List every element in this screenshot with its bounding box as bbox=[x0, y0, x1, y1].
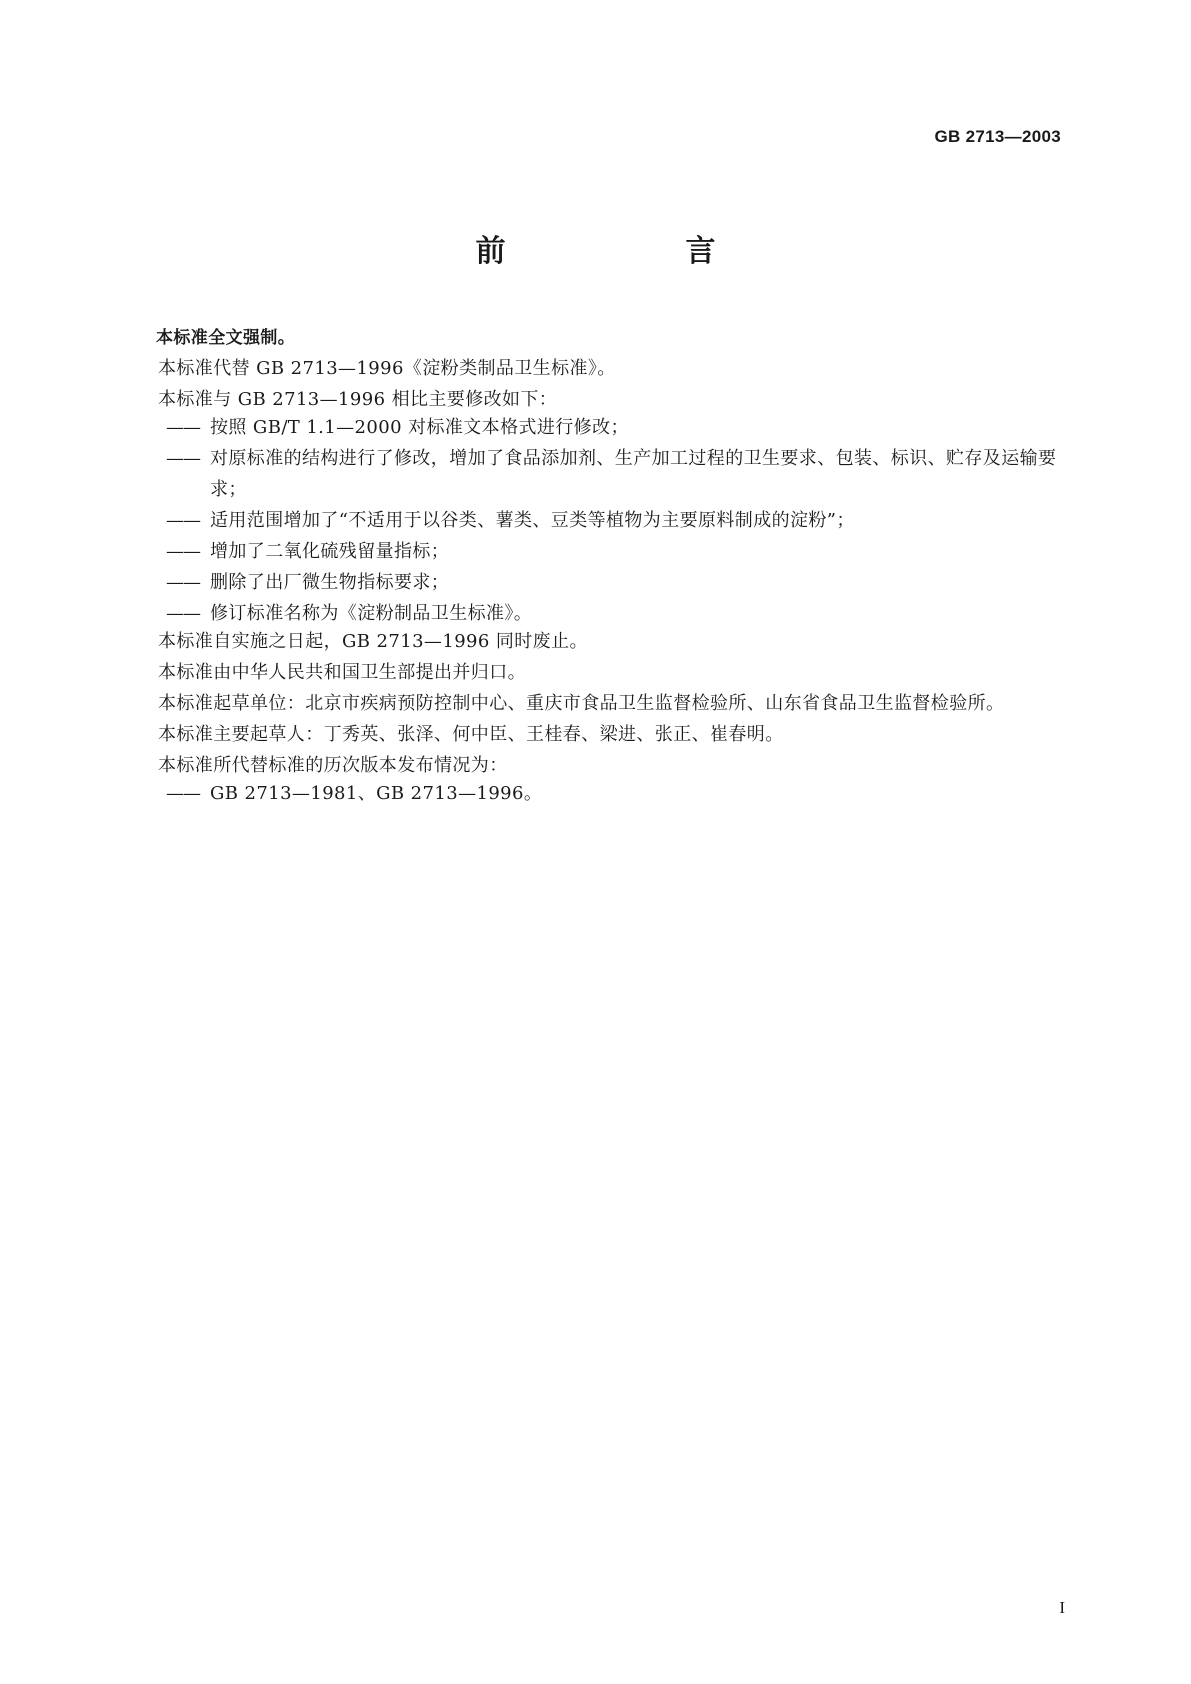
list-item bbox=[122, 567, 1064, 598]
dash-mark: —— bbox=[166, 417, 200, 438]
page-number: I bbox=[1059, 1598, 1065, 1617]
page-title: 前 言 bbox=[475, 234, 756, 269]
list-item bbox=[122, 778, 1064, 809]
dash-mark: —— bbox=[166, 603, 200, 624]
list-item bbox=[122, 412, 1064, 443]
changes-list bbox=[122, 412, 1064, 629]
paragraph-proposer: 本标准由中华人民共和国卫生部提出并归口。 bbox=[158, 662, 526, 683]
standard-code: GB 2713—2003 bbox=[934, 127, 1061, 146]
dash-mark: —— bbox=[166, 572, 200, 593]
list-item bbox=[122, 443, 1064, 505]
dash-mark: —— bbox=[166, 510, 200, 531]
list-item-text: 修订标准名称为《淀粉制品卫生标准》。 bbox=[210, 603, 533, 624]
list-item-text: 适用范围增加了“不适用于以谷类、薯类、豆类等植物为主要原料制成的淀粉”； bbox=[210, 510, 855, 531]
history-list bbox=[122, 778, 1064, 809]
dash-mark: —— bbox=[166, 448, 200, 469]
paragraph-replaces: 本标准代替 GB 2713—1996《淀粉类制品卫生标准》。 bbox=[158, 358, 616, 379]
list-item bbox=[122, 536, 1064, 567]
list-item bbox=[122, 598, 1064, 629]
paragraph-history-intro: 本标准所代替标准的历次版本发布情况为： bbox=[158, 755, 508, 776]
list-item-text: 按照 GB/T 1.1—2000 对标准文本格式进行修改； bbox=[210, 417, 629, 438]
preface-body bbox=[122, 326, 1064, 809]
paragraph-drafters: 本标准主要起草人：丁秀英、张泽、何中臣、王桂春、梁进、张正、崔春明。 bbox=[158, 724, 784, 745]
list-item-text: 对原标准的结构进行了修改，增加了食品添加剂、生产加工过程的卫生要求、包装、标识、贮存及运输要求； bbox=[210, 448, 1057, 500]
list-item bbox=[122, 505, 1064, 536]
list-item-text: 删除了出厂微生物指标要求； bbox=[210, 572, 450, 593]
paragraph-changes-intro: 本标准与 GB 2713—1996 相比主要修改如下： bbox=[158, 389, 558, 410]
paragraph-mandatory: 本标准全文强制。 bbox=[156, 328, 296, 348]
paragraph-drafting-units: 本标准起草单位：北京市疾病预防控制中心、重庆市食品卫生监督检验所、山东省食品卫生监督检验所。 bbox=[158, 693, 1005, 714]
dash-mark: —— bbox=[166, 541, 200, 562]
list-item-text: 增加了二氧化硫残留量指标； bbox=[210, 541, 450, 562]
dash-mark: —— bbox=[166, 783, 200, 804]
list-item-text: GB 2713—1981、GB 2713—1996。 bbox=[210, 783, 543, 804]
paragraph-abolish: 本标准自实施之日起，GB 2713—1996 同时废止。 bbox=[158, 631, 588, 652]
